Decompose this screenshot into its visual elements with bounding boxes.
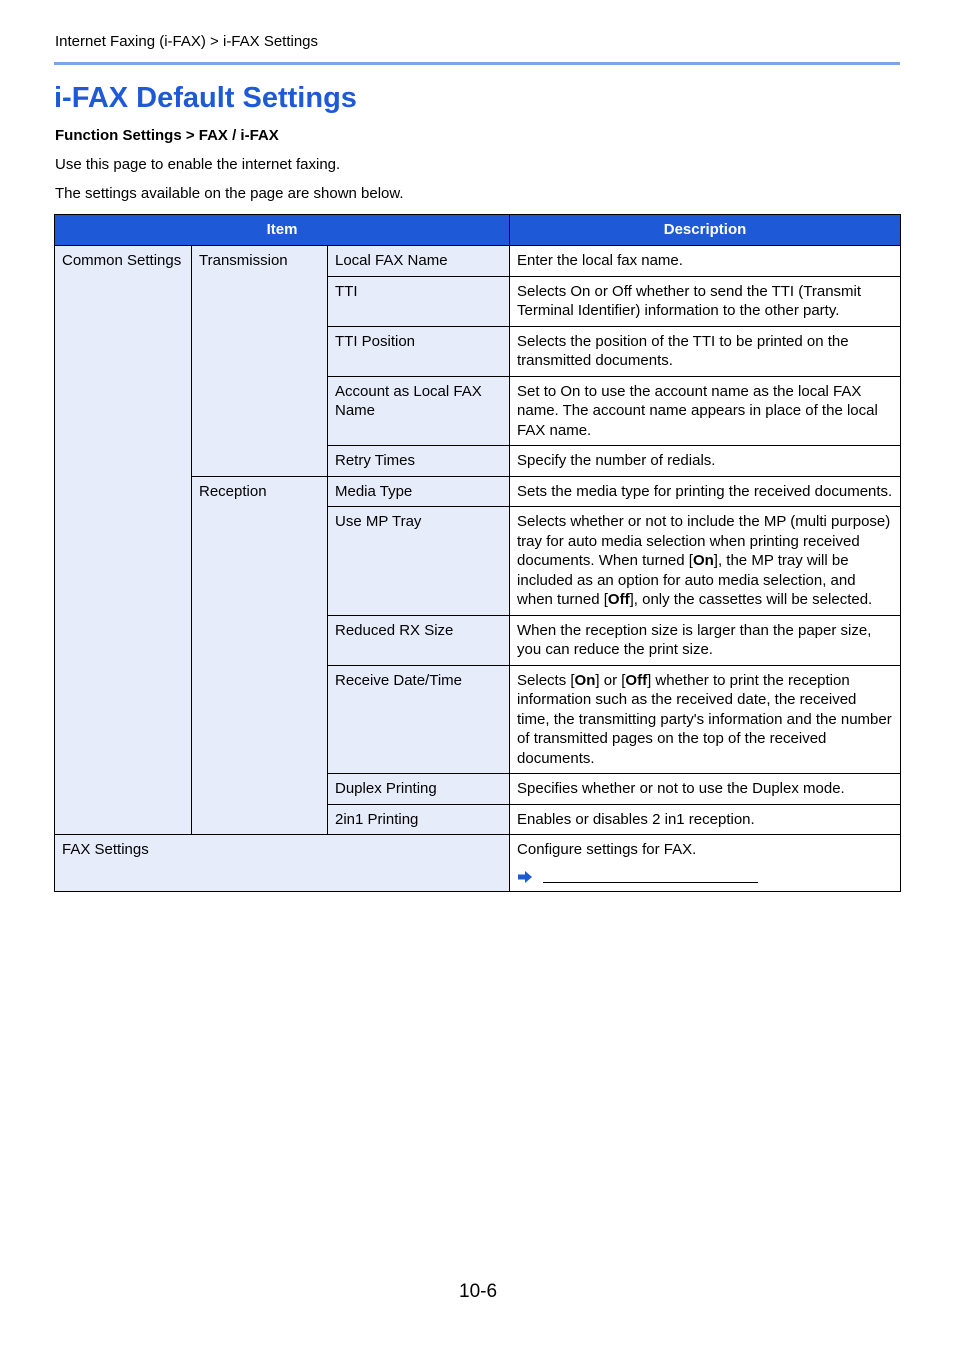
setting-name: TTI Position bbox=[328, 326, 510, 376]
setting-description: Enables or disables 2 in1 reception. bbox=[510, 804, 901, 835]
setting-description: Selects On or Off whether to send the TTI (Transmit Terminal Identifier) information to the other party. bbox=[510, 276, 901, 326]
group-common-settings: Common Settings bbox=[55, 246, 192, 835]
reference-link-underline[interactable] bbox=[543, 870, 758, 883]
group-transmission: Transmission bbox=[192, 246, 328, 477]
setting-description: Specifies whether or not to use the Duplex mode. bbox=[510, 774, 901, 805]
reference-link[interactable] bbox=[517, 868, 893, 886]
setting-description: Sets the media type for printing the received documents. bbox=[510, 476, 901, 507]
right-arrow-icon bbox=[517, 870, 533, 884]
setting-name: Duplex Printing bbox=[328, 774, 510, 805]
setting-name: Reduced RX Size bbox=[328, 615, 510, 665]
setting-name: Account as Local FAX Name bbox=[328, 376, 510, 446]
intro-text: The settings available on the page are shown below. bbox=[55, 185, 404, 202]
setting-name: Use MP Tray bbox=[328, 507, 510, 616]
settings-table bbox=[54, 214, 901, 892]
setting-description: Selects [On] or [Off] whether to print the reception information such as the received date, the received time, the transmitting party's information and the number of transmitted pages on the top of the received documents. bbox=[510, 665, 901, 774]
setting-name: Retry Times bbox=[328, 446, 510, 477]
setting-name: Media Type bbox=[328, 476, 510, 507]
table-row bbox=[55, 835, 901, 892]
setting-description bbox=[510, 835, 901, 892]
intro-text: Use this page to enable the internet faxing. bbox=[55, 156, 341, 173]
page-title: i-FAX Default Settings bbox=[54, 82, 357, 114]
setting-description: Set to On to use the account name as the local FAX name. The account name appears in place of the local FAX name. bbox=[510, 376, 901, 446]
table-header-row bbox=[55, 215, 901, 246]
fax-settings-text: Configure settings for FAX. bbox=[517, 841, 697, 858]
setting-description: Enter the local fax name. bbox=[510, 246, 901, 277]
breadcrumb: Internet Faxing (i-FAX) > i-FAX Settings bbox=[55, 33, 319, 50]
table-row bbox=[55, 246, 901, 277]
setting-name: Receive Date/Time bbox=[328, 665, 510, 774]
setting-description: When the reception size is larger than the paper size, you can reduce the print size. bbox=[510, 615, 901, 665]
group-reception: Reception bbox=[192, 476, 328, 835]
setting-name: FAX Settings bbox=[55, 835, 510, 892]
setting-name: TTI bbox=[328, 276, 510, 326]
header-divider bbox=[54, 62, 900, 65]
page-number: 10-6 bbox=[459, 1281, 498, 1302]
setting-description: Selects whether or not to include the MP (multi purpose) tray for auto media selection when printing received documents. When turned [On], the MP tray will be included as an option for auto media selection, and when turned [Off], only the cassettes will be selected. bbox=[510, 507, 901, 616]
setting-name: Local FAX Name bbox=[328, 246, 510, 277]
setting-description: Specify the number of redials. bbox=[510, 446, 901, 477]
column-header-description: Description bbox=[510, 215, 901, 246]
setting-name: 2in1 Printing bbox=[328, 804, 510, 835]
column-header-item: Item bbox=[55, 215, 510, 246]
setting-description: Selects the position of the TTI to be printed on the transmitted documents. bbox=[510, 326, 901, 376]
menu-path: Function Settings > FAX / i-FAX bbox=[55, 127, 279, 144]
